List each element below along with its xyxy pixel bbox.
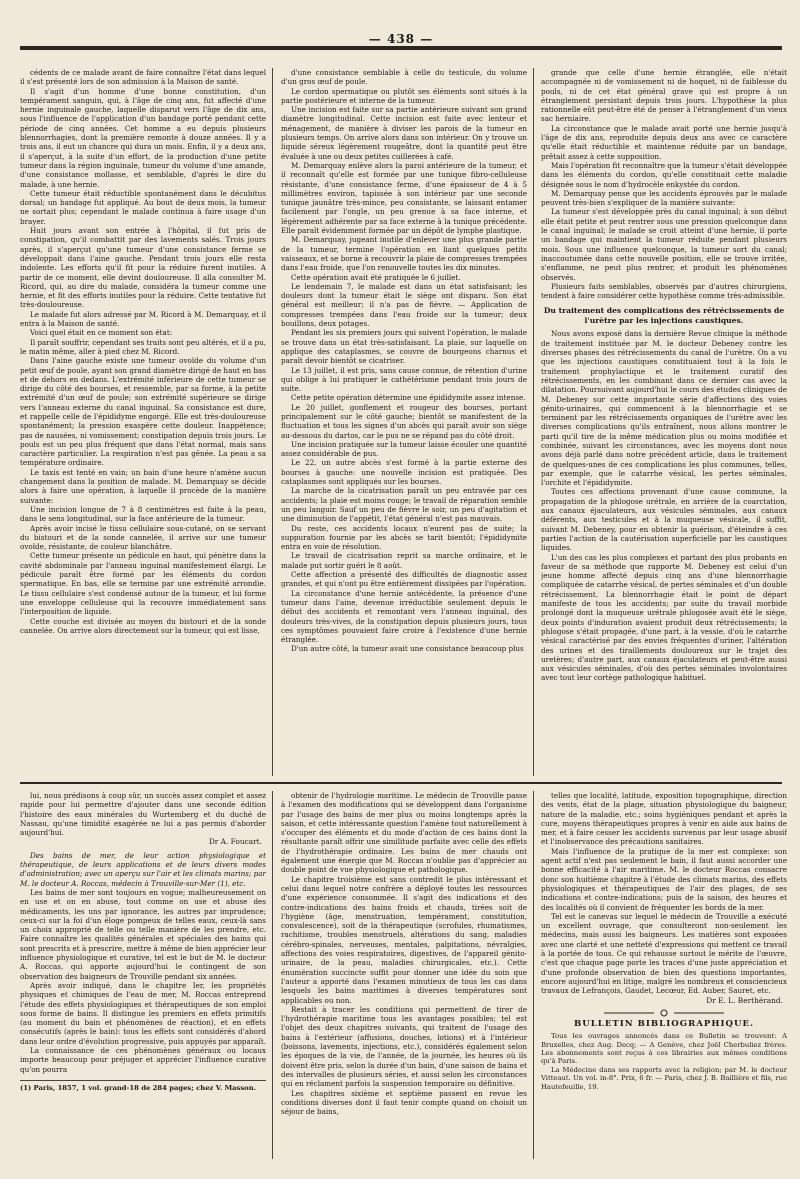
paragraph: Une incision pratiquée sur la tumeur laisse écouler une quantité assez considérable de pus. <box>281 439 527 459</box>
paragraph: Une incision est faite sur sa partie antérieure suivant son grand diamètre longitudinal. Cette incision est faite avec lenteur et ménagement, de manière à diviser les parois de la tumeur en plusieurs temps. On arrive alors dans son intérieur. On y trouve un liquide séreux légèrement rougeâtre, dont la quantité peut être évaluée à une ou deux petites cuillerées à café. <box>281 105 527 161</box>
paragraph: L'un des cas les plus complexes et partant des plus probants en faveur de sa méthode que rapporte M. Debeney est celui d'un jeune homme affecté depuis cinq ans d'une blennorrhagie compliquée de catarrhe vésical, de pertes séminales et d'un double rétrécissement. La blennorrhagie était le point de départ manifeste de tous les accidents; par suite du travail morbide prolongé dont la muqueuse urétrale phlogosée avait été le siège, deux points d'induration avaient produit deux rétrécissements; la phlogose s'était propagée, d'une part, à la vessie, d'où le catarrhe vésical caractérisé par des envies fréquentes d'uriner, l'altération des urines et des tiraillements douloureux sur le trajet des uretères; d'autre part, aux canaux éjaculateurs et peut-être aussi aux vésicules séminales, d'où des pertes séminales involontaires avec tout leur cortège pathologique habituel. <box>541 552 787 683</box>
paragraph: Le 20 juillet, gonflement et rougeur des bourses, portant principalement sur le côté gauche; bientôt se manifestent de la fluctuation et tous les signes d'un abcès qui paraît avoir son siège au-dessous du dartos, car le pus ne se répand pas du côté droit. <box>281 402 527 440</box>
paragraph: Il paraît souffrir, cependant ses traits sont peu altérés, et il a pu, le matin même, aller à pied chez M. Ricord. <box>20 337 266 356</box>
paragraph: Après avoir indiqué, dans le chapitre Ier, les propriétés physiques et chimiques de l'eau de mer, M. Roccas entreprend l'étude des effets physiologiques et thérapeutiques de son emploi sous forme de bains. Il distingue les premiers en effets primitifs (au moment du bain et phénomènes de réaction), et en effets consécutifs (après le bain): tous les effets sont considérés d'abord dans leur ordre d'évolution progressive, puis appuyés par apparaît. <box>20 980 266 1046</box>
footnote: (1) Paris, 1857, 1 vol. grand-18 de 284 pages; chez V. Masson. <box>20 1080 266 1093</box>
column-divider <box>533 68 534 776</box>
paragraph: Cette couche est divisée au moyen du bistouri et de la sonde cannelée. On arrive alors directement sur la tumeur, qui est lisse, <box>20 616 266 635</box>
paragraph: Dans l'aine gauche existe une tumeur ovoïde du volume d'un petit œuf de poule, ayant son grand diamètre dirigé de haut en bas et de dehors en dedans. L'extrémité inférieure de cette tumeur se dirige du côté des bourses, et ressemble, par sa forme, à la petite extrémité d'un œuf de poule; son extrémité supérieure se dirige vers l'anneau externe du canal inguinal. Sa consistance est dure, et rappelle celle de l'épididyme engorgé. Elle est très-douloureuse spontanément; la pression exaspère cette douleur. Inappétence; pas de nausées, ni vomissement; constipation depuis trois jours. Le pouls est un peu plus fréquent que dans l'état normal, mais sans caractère particulier. La respiration n'est pas gênée. La peau a sa température ordinaire. <box>20 356 266 468</box>
top-column-3 <box>541 68 787 776</box>
paragraph: Nous avons exposé dans la dernière Revue clinique la méthode de traitement instituée par M. le docteur Debeney contre les diverses phases des rétrécissements du canal de l'urètre. On a vu que les injections caustiques constituaient tout à la fois le traitement prophylactique et le traitement curatif des rétrécissements, en les combinant dans ce dernier cas avec la dilatation. Poursuivant aujourd'hui le cours des études cliniques de M. Debeney sur cette importante série d'affections des voies génito-urinaires, qui commencent à la blennorrhagie et se terminent par les rétrécissements organiques de l'urètre avec les diverses complications qu'ils entraînent, nous allons montrer le parti qu'il tire de la même médication plus ou moins modifiée et combinée, suivant les circonstances, avec les moyens dont nous avons déjà parlé dans notre précédent article, dans le traitement de quelques-unes de ces complications les plus communes, telles, par exemple, que le catarrhe vésical, les pertes séminales, l'orchite et l'épididymite. <box>541 329 787 488</box>
paragraph: Les chapitres sixième et septième passent en revue les conditions diverses dont il faut tenir compte quand on choisit un séjour de bains, <box>281 1088 527 1117</box>
paragraph: Toutes ces affections provenant d'une cause commune, la propagation de la phlogose urétrale, en arrière de la coarctation, aux canaux éjaculateurs, aux vésicules séminales, aux canaux déférents, aux testicules et à la muqueuse vésicale, il suffit, suivant M. Debeney, pour en obtenir la guérison, d'éteindre à ces parties l'action de la cautérisation superficielle par les caustiques liquides. <box>541 487 787 553</box>
paragraph: M. Demarquay enlève alors la paroi antérieure de la tumeur, et il reconnaît qu'elle est formée par une tunique fibro-celluleuse résistante, d'une consistance ferme, d'une épaisseur de 4 à 5 millimètres environ, tapissée à son intérieur par une seconde tunique jaunâtre très-mince, peu consistante, se laissant entamer facilement par l'ongle, un peu grenue à sa face interne, et légèrement adhérente par sa face externe à la tunique précédente. Elle paraît évidemment formée par un dépôt de lymphe plastique. <box>281 160 527 236</box>
paragraph: Voici quel était en ce moment son état: <box>30 328 173 338</box>
paragraph: Huit jours avant son entrée à l'hôpital, il fut pris de constipation, qu'il combattit par des lavements salés. Trois jours après, il s'aperçut qu'une tumeur d'une consistance ferme se développait dans l'aine gauche. Pendant trois jours elle resta indolente. Les efforts qu'il fit pour la réduire furent inutiles. A partir de ce moment, elle devint douloureuse. Il alla consulter M. Ricord, qui, au dire du malade, considéra la tumeur comme une hernie, et fit des efforts inutiles pour la réduire. Cette tentative fut très-douloureuse. <box>20 226 266 310</box>
paragraph: Le travail de cicatrisation reprit sa marche ordinaire, et le malade put sortir guéri le 8 août. <box>281 551 527 570</box>
paragraph: La marche de la cicatrisation paraît un peu entravée par ces accidents; la plaie est moins rouge; le travail de réparation semble un peu languir. Sauf un peu de fièvre le soir, un peu d'agitation et une diminution de l'appétit, l'état général n'est pas mauvais. <box>281 486 527 524</box>
paragraph: Cette petite opération détermine une épididymite assez intense. <box>291 393 526 403</box>
signature: Dr A. Foucart. <box>208 837 262 847</box>
paragraph: Le chapitre troisième est sans contredit le plus intéressant et celui dans lequel notre confrère a déployé toutes les ressources d'une expérience consommée. Il s'agit des indications et des contre-indications des bains froids et chauds, tirées soit de l'hygiène (âge, menstruation, tempérament, constitution, convalescence), soit de la thérapeutique (scrofules, rhumatismes, rachitisme, troubles menstruels, altérations du sang, maladies cérébro-spinales, nerveuses, mentales, palpitations, névralgies, affections des voies respiratoires, digestives, de l'appareil génito-urinaire, de la peau, maladies chirurgicales, etc.). Cette énumération succincte suffit pour donner une idée du soin que l'auteur a apporté dans l'examen minutieux de tous les cas dans lesquels les bains maritimes à diverses températures sont applicables ou non. <box>281 874 527 1005</box>
top-column-2 <box>281 68 527 776</box>
paragraph: D'un autre côté, la tumeur avait une consistance beaucoup plus <box>291 644 524 654</box>
bulletin-entry: La Médecine dans ses rapports avec la religion; par M. le docteur Vitteaut. Un vol. in-8°. Prix, 6 fr. — Paris, chez J. B. Baillière et fils, rue Hautefeuille, 19. <box>541 1065 787 1091</box>
paragraph: Le 13 juillet, il est pris, sans cause connue, de rétention d'urine qui oblige à lui pratiquer le cathétérisme pendant trois jours de suite. <box>281 365 527 394</box>
paragraph: Mais l'opération fit reconnaître que la tumeur s'était développée dans les éléments du cordon, qu'elle constituait cette maladie désignée sous le nom d'hydrocèle enkystée du cordon. <box>541 160 787 189</box>
page-number: — 438 — <box>368 32 434 46</box>
paragraph: Les bains de mer sont toujours en vogue; malheureusement on en use et on en abuse, tout comme on use et abuse des médicaments, les uns par ignorance, les autres par imprudence; ceux-ci sur la foi d'un éloge pompeux de telles eaux, ceux-là sans un choix approprié de telle ou telle manière de les prendre, etc. Faire connaître les qualités générales et spéciales des bains qui sont prescrits et à prescrire, mettre à même de bien apprécier leur influence physiologique et curative, tel est le but de M. le docteur A. Roccas, qui apporte aujourd'hui le contingent de son observation des baigneurs de Trouville pendant six années. <box>20 887 266 981</box>
paragraph: La circonstance d'une hernie antécédente, la présence d'une tumeur dans l'aine, devenue irréductible seulement depuis le début des accidents et remontant vers l'anneau inguinal, des douleurs très-vives, de la constipation depuis plusieurs jours, tous ces symptômes pouvaient faire croire à l'existence d'une hernie étranglée. <box>281 588 527 645</box>
paragraph: Mais l'influence de la pratique de la mer est complexe: son agent actif n'est pas seulement le bain, il faut aussi accorder une bonne efficacité à l'air maritime. M. le docteur Roccas consacre donc son huitième chapitre à l'étude des climats marins, des effets physiologiques et thérapeutiques de l'air des plages, de ses indications et contre-indications; puis de la saison, des heures et des localités où il convient de fréquenter les bords de la mer. <box>541 846 787 912</box>
paragraph: Le malade fut alors adressé par M. Ricord à M. Demarquay, et il entra à la Maison de santé. <box>20 309 266 329</box>
paragraph: Une incision longue de 7 à 8 centimètres est faite à la peau, dans le sens longitudinal, sur la face antérieure de la tumeur. <box>20 504 266 524</box>
signature: Dr E. L. Berthérand. <box>706 995 783 1005</box>
paragraph: Le cordon spermatique ou plutôt ses éléments sont situés à la partie postérieure et interne de la tumeur. <box>281 86 527 105</box>
paragraph: La circonstance que le malade avait porté une hernie jusqu'à l'âge de dix ans, reproduite depuis deux ans avec ce caractère qu'elle était réductible et maintenue réduite par un bandage, prêtait assez à cette supposition. <box>541 123 787 161</box>
paragraph: Le taxis est tenté en vain; un bain d'une heure n'amène aucun changement dans la position de malade. M. Demarquay se décide alors à faire une opération, à laquelle il procède de la manière suivante: <box>20 467 266 505</box>
paragraph: Cette opération avait été pratiquée le 6 juillet. <box>291 272 461 282</box>
paragraph: Plusieurs faits semblables, observés par d'autres chirurgiens, tendent à faire considérer cette hypothèse comme très-admissible. <box>541 281 787 301</box>
header-rule <box>20 46 782 50</box>
ornament-divider <box>541 1009 787 1017</box>
paragraph: Cette tumeur était réductible spontanément dans le décubitus dorsal; un bandage fut appliqué. Au bout de deux mois, la tumeur ne sortait plus; cependant le malade continua à faire usage d'un brayer. <box>20 188 266 226</box>
paragraph: Le 22, un autre abcès s'est formé à la partie externe des bourses à gauche: une nouvelle incision est pratiquée. Des cataplasmes sont appliqués sur les bourses. <box>281 458 527 487</box>
paragraph: Après avoir incisé le tissu cellulaire sous-cutané, on se servant du bistouri et de la sonde cannelée, il arrive sur une tumeur ovoïde, résistante, de couleur blanchâtre. <box>20 523 266 552</box>
paragraph: La tumeur s'est développée près du canal inguinal; à son début elle était petite et peut rentrer sous une pression quelconque dans le canal inguinal; le malade se croit atteint d'une hernie, il porte un bandage qui maintient la tumeur réduite pendant plusieurs mois. Sous une influence quelconque, la tumeur sort du canal; inaccoutumée dans cette nouvelle position, elle se trouve irritée, s'enflamme, ne peut plus rentrer, et produit les phénomènes observés. <box>541 207 787 282</box>
paragraph: Pendant les six premiers jours qui suivent l'opération, le malade se trouve dans un état très-satisfaisant. La plaie, sur laquelle on applique des cataplasmes, se couvre de bourgeons charnus et paraît devoir bientôt se cicatriser. <box>281 328 527 366</box>
paragraph: obtenir de l'hydrologie maritime. Le médecin de Trouville passe à l'examen des modifications qui se développent dans l'organisme par l'usage des bains de mer plus ou moins longtemps après la saison, et cette intéressante question l'amène tout naturellement à s'occuper des éléments et du mode d'action de ces bains dont la résultante paraît offrir une similitude parfaite avec celle des effets de l'hydrothérapie ordinaire. Les bains de mer chauds ont également une énergie que M. Roccas n'oublie pas d'apprécier au double point de vue physiologique et pathologique. <box>281 791 527 875</box>
paragraph: La connaissance de ces phénomènes généraux ou locaux importe beaucoup pour préjuger et apprécier l'influence curative qu'on pourra <box>20 1046 266 1074</box>
ornament-icon <box>604 1009 724 1017</box>
bottom-column-1 <box>20 791 266 1159</box>
column-divider <box>533 791 534 1159</box>
bulletin-intro: Tous les ouvrages annoncés dans ce Bulletin se trouvent: A Bruxelles, chez Aug. Decq; — A Genève, chez Joël Cherbuliez frères. Les abonnements sont reçus à ces librairies aux mêmes conditions qu'à Paris. <box>541 1032 787 1066</box>
paragraph: cédents de ce malade avant de faire connaître l'état dans lequel il s'est présenté lors de son admission à la Maison de santé. <box>20 68 266 87</box>
column-divider <box>272 68 273 776</box>
top-column-1 <box>20 68 266 776</box>
section-title: Du traitement des complications des rétrécissements de l'urètre par les injections caustiques. <box>543 306 785 325</box>
book-review-title: Des bains de mer, de leur action physiologique et thérapeutique, de leurs applications et de leurs divers modes d'administration; avec un aperçu sur l'air et les climats marins; par M. le docteur A. Roccas, médecin à Trouville-sur-Mer (1), etc. <box>20 850 266 888</box>
column-divider <box>272 791 273 1159</box>
paragraph: Tel est le canevas sur lequel le médecin de Trouville a exécuté un excellent ouvrage, que consulteront non-seulement les médecins, mais aussi les baigneurs. Les matières sont exposées avec une clarté et une netteté d'expressions qui mettent ce travail à la portée de tous. Ce qui rehausse surtout le mérite de l'œuvre, c'est que chaque page porte les traces d'une juste appréciation et d'une profonde observation de bien des questions importantes, encore aujourd'hui en litige, malgré les nombreux et consciencieux travaux de Lefrançois, Gaudet, Lecœur, Ed. Auber, Sauret, etc. <box>541 911 787 996</box>
page-header <box>20 30 782 60</box>
paragraph: d'une consistance semblable à celle du testicule, du volume d'un gros œuf de poule. <box>281 68 527 87</box>
bulletin-title: BULLETIN BIBLIOGRAPHIQUE. <box>573 1018 755 1029</box>
paragraph: telles que localité, latitude, exposition topographique, direction des vents, état de la plage, situation physiologique du baigneur, nature de la maladie, etc.; soins hygiéniques pendant et après la cure, moyens thérapeutiques propres à venir en aide aux bains de mer, et à faire cesser les accidents survenus par leur usage abusif et l'inobservance des précautions sanitaires. <box>541 791 787 847</box>
bottom-column-2 <box>281 791 527 1159</box>
paragraph: lui, nous prédisons à coup sûr, un succès assez complet et assez rapide pour lui permettre d'ajouter dans une seconde édition l'histoire des eaux minérales du Wurtemberg et du duché de Nassau, qu'une timidité exagérée ne lui a pas permis d'aborder aujourd'hui. <box>20 791 266 838</box>
bottom-column-3 <box>541 791 787 1159</box>
paragraph: M. Demarquay, jugeant inutile d'enlever une plus grande partie de la tumeur, termine l'opération en liant quelques petits vaisseaux, et se borne à recouvrir la plaie de compresses trempées dans l'eau froide, que l'on renouvelle toutes les dix minutes. <box>281 235 527 273</box>
paragraph: grande que celle d'une hernie étranglée, elle n'était accompagnée ni de vomissement ni de hoquet, ni de faiblesse du pouls, ni de cet état général grave qui est propre à un étranglement persistant depuis trois jours. L'hypothèse la plus rationnelle eût peut-être été de penser à l'étranglement d'un vieux sac herniaire. <box>541 68 787 124</box>
paragraph: Le lendemain 7, le malade est dans un état satisfaisant; les douleurs dont la tumeur était le siège ont disparu. Son état général est meilleur; il n'a pas de fièvre. — Application de compresses trempées dans l'eau froide sur la tumeur; deux bouillons, deux potages. <box>281 281 527 329</box>
paragraph: Cette tumeur présente un pédicule en haut, qui pénètre dans la cavité abdominale par l'anneau inguinal manifestement élargi. Le pédicule paraît être formé par les éléments du cordon spermatique. En bas, elle se termine par une extrémité arrondie. Le tissu cellulaire s'est condensé autour de la tumeur, et lui forme une enveloppe celluleuse qui la recouvre immédiatement sans l'interposition de liquide. <box>20 551 266 617</box>
paragraph: Il s'agit d'un homme d'une bonne constitution, d'un tempérament sanguin, qui, à l'âge de cinq ans, fut affecté d'une hernie inguinale gauche, laquelle disparut vers l'âge de dix ans, sous l'influence de l'application d'un bandage porté pendant cette période de cinq années. Cet homme a eu depuis plusieurs blennorrhagies, dont la première remonte à douze années. Il y a trois ans, il eut un chancre qui dura un mois. Enfin, il y a deux ans, il s'aperçut, à la suite d'un effort, de la production d'une petite tumeur dans la région inguinale, tumeur du volume d'une amande, d'une consistance mollasse, et semblable, d'après le dire du malade, à une hernie. <box>20 86 266 189</box>
paragraph: M. Demarquay pense que les accidents éprouvés par le malade peuvent très-bien s'expliquer de la manière suivante: <box>541 188 787 208</box>
paragraph: Cette affection a présenté des difficultés de diagnostic assez grandes, et qui n'ont pu être entièrement dissipées par l'opération. <box>281 570 527 589</box>
paragraph: Restait à tracer les conditions qui permettent de tirer de l'hydrothérapie maritime tous les avantages possibles; tel est l'objet des deux chapitres suivants, qui traitent de l'usage des bains à l'extérieur (affusions, douches, lotions) et à l'intérieur (boissons, lavements, injections, etc.), considérés également selon les époques de la vie, de l'année, de la journée, les heures où ils doivent être pris, selon la durée d'un bain, d'une saison de bains et des intervalles de plusieurs séries, et aussi selon les circonstances qui en réclament parfois la suspension temporaire ou définitive. <box>281 1004 527 1089</box>
paragraph: Du reste, ces accidents locaux n'eurent pas de suite; la suppuration fournie par les abcès se tarit bientôt; l'épididymite entra en voie de résolution. <box>281 523 527 552</box>
section-divider <box>20 782 782 784</box>
